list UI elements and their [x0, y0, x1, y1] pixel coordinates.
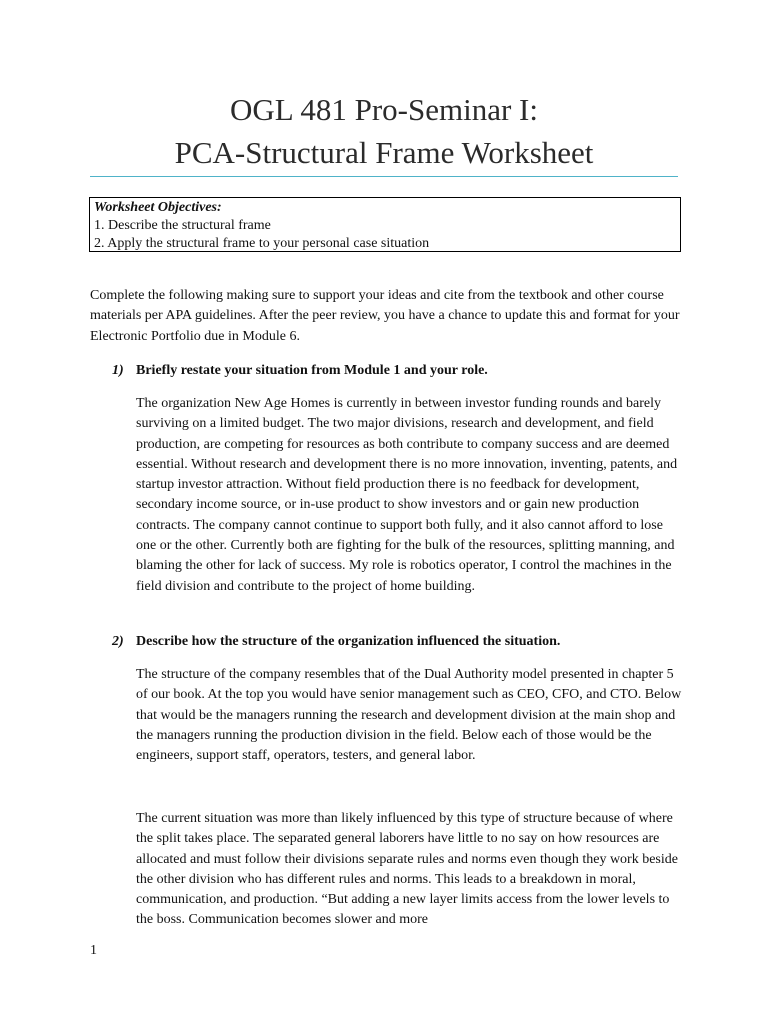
answer-paragraph: The current situation was more than likely influenced by this type of structure because of where the split takes place. The separated general laborers have little to no say on how resources are allocated and must follow their divisions separate rules and norms even though they work beside the other division who has different rules and norms. This leads to a breakdown in moral, communication, and production. “But adding a new layer limits access from the lower levels to the boss. Communication becomes slower and more [136, 811, 678, 928]
question-number: 1) [112, 363, 124, 378]
objectives-box [89, 197, 681, 252]
question-prompt: Describe how the structure of the organization influenced the situation. [136, 634, 561, 649]
page-title-line-1: OGL 481 Pro-Seminar I: [230, 92, 538, 127]
question-1 [112, 361, 672, 381]
question-prompt: Briefly restate your situation from Module 1 and your role. [136, 363, 488, 378]
objective-item: 2. Apply the structural frame to your personal case situation [94, 236, 430, 251]
intro-paragraph: Complete the following making sure to support your ideas and cite from the textbook and other course materials per APA guidelines. After the peer review, you have a chance to update this and format for your Electronic Portfolio due in Module 6. [90, 288, 680, 344]
answer-paragraph: The structure of the company resembles that of the Dual Authority model presented in chapter 5 of our book. At the top you would have senior management such as CEO, CFO, and CTO. Below that would be the managers running the research and development division at the main shop and the managers running the production division in the field. Below each of those would be the engineers, support staff, operators, testers, and general labor. [136, 667, 682, 764]
question-number: 2) [112, 634, 124, 649]
objectives-heading: Worksheet Objectives: [94, 200, 222, 215]
title-divider [90, 176, 678, 177]
answer-paragraph: The organization New Age Homes is currently in between investor funding rounds and barely surviving on a limited budget. The two major divisions, research and development, and field production, are competing for resources as both contribute to company success and are deemed essential. Without research and development there is no more innovation, inventing, patents, and startup investor attraction. Without field production there is no feedback for development, secondary income source, or in-use product to show investors and or gain new production contracts. The company cannot continue to support both fully, and it also cannot afford to lose one or the other. Currently both are fighting for the bulk of the resources, splitting manning, and blaming the other for lack of success. My role is robotics operator, I control the machines in the field division and contribute to the project of home building. [136, 396, 678, 594]
question-2 [112, 632, 672, 652]
objective-item: 1. Describe the structural frame [94, 218, 271, 233]
page-number: 1 [90, 943, 97, 958]
page-title-line-2: PCA-Structural Frame Worksheet [174, 135, 594, 170]
